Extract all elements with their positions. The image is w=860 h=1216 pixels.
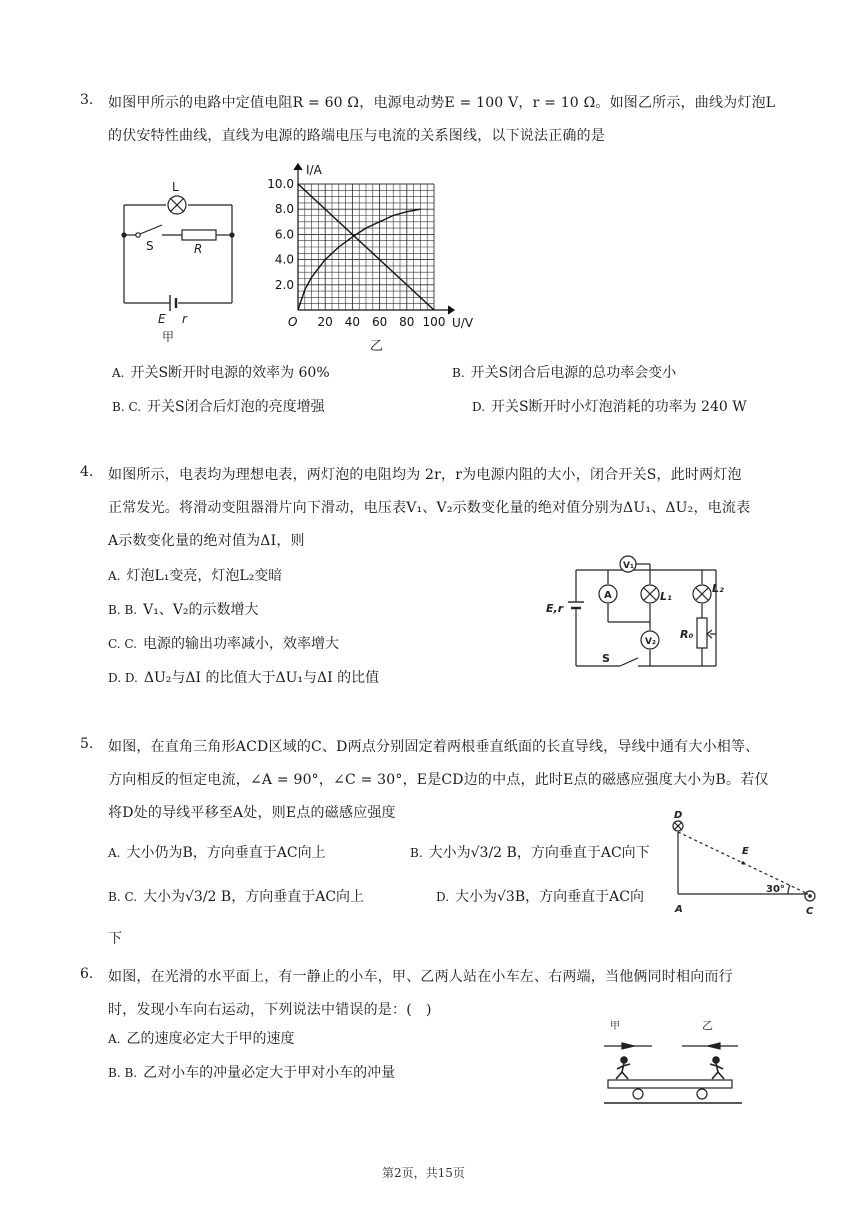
q6-person-jia-icon (616, 1057, 630, 1079)
q5-label-c: C (806, 906, 814, 917)
q6-stem-line1: 如图，在光滑的水平面上，有一静止的小车，甲、乙两人站在小车左、右两端，当他俩同时相向而行 (108, 969, 733, 985)
q5-stem-line3: 将D处的导线平移至A处，则E点的磁感应强度 (108, 805, 396, 821)
y-tick-label: 4.0 (274, 252, 294, 267)
q5-option-d-wrap: 下 (108, 931, 122, 947)
q6-label-jia: 甲 (610, 1021, 620, 1032)
caption-jia: 甲 (162, 330, 175, 344)
q5-option-b[interactable]: B. 大小为√3/2 B，方向垂直于AC向下 (410, 845, 650, 861)
page-footer: 第2页，共15页 (382, 1166, 465, 1180)
q5-number: 5. (80, 736, 94, 752)
x-tick-label: 100 (422, 315, 446, 329)
q3-iv-chart (266, 160, 486, 360)
label-S: S (146, 239, 154, 253)
resistor-symbol (182, 230, 216, 240)
q5-stem-line2: 方向相反的恒定电流，∠A = 90°，∠C = 30°，E是CD边的中点，此时E点的磁感应强度大小为B。若仅 (108, 772, 769, 788)
label-E: E (158, 312, 166, 326)
q3-option-a[interactable]: A. 开关S断开时电源的效率为 60% (112, 365, 330, 381)
q3-stem-line1: 如图甲所示的电路中定值电阻R = 60 Ω，电源电动势E = 100 V，r = 10 Ω。如图乙所示，曲线为灯泡L (108, 95, 776, 111)
q4-option-c[interactable]: C. C. 电源的输出功率减小，效率增大 (108, 636, 339, 652)
q4-label-ammeter: A (604, 590, 612, 601)
q4-label-v1: V₁ (623, 561, 634, 571)
q4-label-v2: V₂ (645, 637, 656, 647)
q5-triangle-figure (660, 810, 830, 920)
q4-label-r0: R₀ (680, 628, 694, 641)
q6-label-yi: 乙 (702, 1019, 713, 1032)
label-r: r (182, 312, 187, 326)
q4-label-l2: L₂ (712, 582, 724, 595)
q6-option-b[interactable]: B. B. 乙对小车的冲量必定大于甲对小车的冲量 (108, 1065, 396, 1081)
q6-stem-line2: 时，发现小车向右运动，下列说法中错误的是：( ) (108, 1002, 432, 1018)
q5-stem-line1: 如图，在直角三角形ACD区域的C、D两点分别固定着两根垂直纸面的长直导线，导线中通有大小相等、 (108, 739, 760, 755)
origin-label: O (288, 315, 298, 329)
q4-stem-line3: A示数变化量的绝对值为ΔI，则 (108, 533, 305, 549)
q4-label-l1: L₁ (660, 590, 672, 603)
q4-label-s: S (602, 652, 610, 665)
chart-axes (294, 164, 454, 314)
switch-blade (140, 225, 162, 234)
y-tick-label: 8.0 (274, 202, 294, 217)
q5-option-c[interactable]: B. C. 大小为√3/2 B，方向垂直于AC向上 (108, 889, 365, 905)
q3-circuit-figure (112, 175, 242, 345)
label-L: L (172, 180, 179, 194)
q5-option-a[interactable]: A. 大小仍为B，方向垂直于AC向上 (108, 845, 326, 861)
q3-option-d[interactable]: D. 开关S断开时小灯泡消耗的功率为 240 W (472, 399, 747, 415)
q4-option-a[interactable]: A. 灯泡L₁变亮，灯泡L₂变暗 (108, 568, 283, 584)
x-tick-label: 60 (371, 315, 388, 329)
q6-cart-figure (598, 1018, 748, 1113)
y-tick-label: 6.0 (274, 227, 294, 242)
q5-option-d[interactable]: D. 大小为√3B，方向垂直于AC向 (436, 889, 644, 905)
q5-label-e: E (742, 846, 749, 857)
q4-stem-line2: 正常发光。将滑动变阻器滑片向下滑动，电压表V₁、V₂示数变化量的绝对值分别为ΔU₁、ΔU₂，电流表 (108, 500, 751, 516)
q6-arrow-left-icon (708, 1043, 720, 1049)
x-tick-label: 80 (399, 315, 415, 329)
q3-option-c[interactable]: B. C. 开关S闭合后灯泡的亮度增强 (112, 399, 325, 415)
q4-option-b[interactable]: B. B. V₁、V₂的示数增大 (108, 602, 259, 618)
q5-label-angle: 30° (766, 884, 785, 895)
x-tick-label: 40 (344, 315, 361, 329)
q5-label-d: D (674, 810, 683, 821)
q4-number: 4. (80, 464, 94, 480)
q4-stem-line1: 如图所示，电表均为理想电表，两灯泡的电阻均为 2r，r为电源内阻的大小，闭合开关S，此时两灯泡 (108, 467, 742, 483)
q4-option-d[interactable]: D. D. ΔU₂与ΔI 的比值大于ΔU₁与ΔI 的比值 (108, 670, 380, 686)
y-axis-label: I/A (306, 163, 322, 177)
label-R: R (194, 242, 203, 256)
y-tick-label: 2.0 (274, 277, 294, 292)
q3-option-b[interactable]: B. 开关S闭合后电源的总功率会变小 (452, 365, 677, 381)
q4-circuit-figure (540, 550, 730, 670)
q6-option-a[interactable]: A. 乙的速度必定大于甲的速度 (108, 1031, 295, 1047)
q3-number: 3. (80, 92, 94, 108)
q3-stem-line2: 的伏安特性曲线，直线为电源的路端电压与电流的关系图线，以下说法正确的是 (108, 128, 605, 144)
q4-label-er: E,r (546, 602, 564, 615)
q6-arrow-right-icon (622, 1043, 634, 1049)
x-tick-label: 20 (317, 315, 333, 329)
q6-person-yi-icon (710, 1057, 724, 1079)
x-axis-label: U/V (452, 316, 474, 330)
q5-label-a: A (675, 904, 683, 915)
caption-yi: 乙 (370, 339, 384, 354)
q6-number: 6. (80, 966, 94, 982)
q4-switch-blade (620, 658, 638, 666)
y-tick-label: 10.0 (267, 177, 294, 191)
